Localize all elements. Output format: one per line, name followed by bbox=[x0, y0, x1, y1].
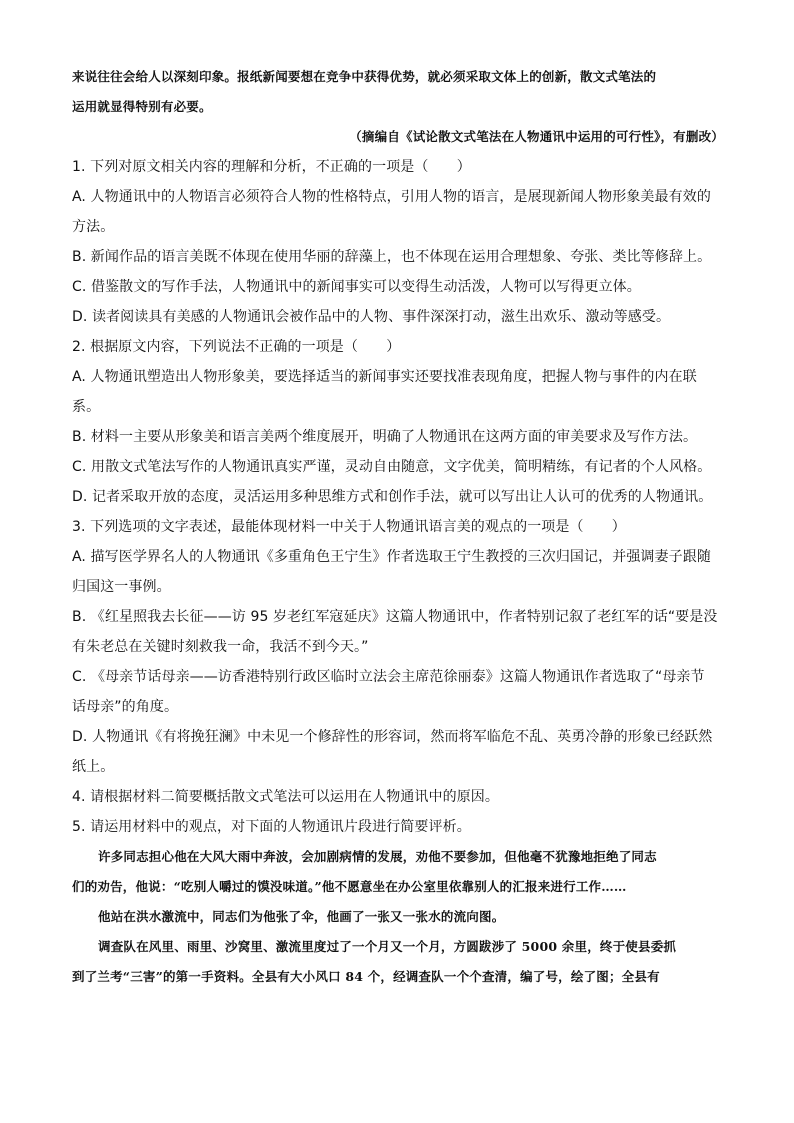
passage-p1-line-1: 许多同志担心他在大风大雨中奔波，会加剧病情的发展，劝他不要参加，但他毫不犹豫地拒绝了同志 bbox=[98, 849, 657, 864]
question-3-option-b-line-1: B. 《红星照我去长征——访 95 岁老红军寇延庆》这篇人物通讯中，作者特别记叙了老红军的话“要是没 bbox=[72, 609, 718, 625]
question-2-option-d: D. 记者采取开放的态度，灵活运用多种思维方式和创作手法，就可以写出让人认可的优秀的人物通讯。 bbox=[72, 489, 713, 505]
question-4-stem: 4. 请根据材料二简要概括散文式笔法可以运用在人物通讯中的原因。 bbox=[72, 789, 500, 805]
question-1-option-a-line-1: A. 人物通讯中的人物语言必须符合人物的性格特点，引用人物的语言，是展现新闻人物形象美最有效的 bbox=[72, 189, 711, 205]
question-2-option-c: C. 用散文式笔法写作的人物通讯真实严谨，灵动自由随意，文字优美，简明精练，有记者的个人风格。 bbox=[72, 459, 712, 475]
intro-section bbox=[72, 62, 730, 152]
question-1-option-d: D. 读者阅读具有美感的人物通讯会被作品中的人物、事件深深打动，滋生出欢乐、激动等感受。 bbox=[72, 309, 671, 325]
passage-excerpt bbox=[72, 842, 730, 992]
question-1-option-a-line-2: 方法。 bbox=[72, 219, 115, 235]
question-5-stem: 5. 请运用材料中的观点，对下面的人物通讯片段进行简要评析。 bbox=[72, 819, 471, 835]
question-1-option-b: B. 新闻作品的语言美既不体现在使用华丽的辞藻上，也不体现在运用合理想象、夸张、类比等修辞上。 bbox=[72, 249, 712, 265]
question-3-option-d-line-1: D. 人物通讯《有将挽狂澜》中未见一个修辞性的形容词，然而将军临危不乱、英勇冷静的形象已经跃然 bbox=[72, 729, 713, 745]
passage-p3-line-2: 到了兰考“三害”的第一手资料。全县有大小风口 84 个，经调查队一个个查清，编了号，绘了图；全县有 bbox=[72, 969, 660, 984]
question-3-option-b-line-2: 有朱老总在关键时刻救我一命，我活不到今天。” bbox=[72, 639, 369, 655]
intro-line-1: 来说往往会给人以深刻印象。报纸新闻要想在竞争中获得优势，就必须采取文体上的创新，散文式笔法的 bbox=[72, 69, 657, 84]
passage-p2: 他站在洪水激流中，同志们为他张了伞，他画了一张又一张水的流向图。 bbox=[98, 909, 505, 924]
question-1 bbox=[72, 152, 730, 332]
question-3-option-c-line-2: 话母亲”的角度。 bbox=[72, 699, 179, 715]
question-1-stem: 1. 下列对原文相关内容的理解和分析，不正确的一项是（ ） bbox=[72, 159, 471, 175]
question-2-stem: 2. 根据原文内容，下列说法不正确的一项是（ ） bbox=[72, 339, 401, 355]
question-3-option-d-line-2: 纸上。 bbox=[72, 759, 115, 775]
passage-p1-line-2: 们的劝告，他说：“吃别人嚼过的馍没味道。”他不愿意坐在办公室里依靠别人的汇报来进行工作…… bbox=[72, 879, 627, 894]
question-3-stem: 3. 下列选项的文字表述，最能体现材料一中关于人物通讯语言美的观点的一项是（ ） bbox=[72, 519, 626, 535]
source-citation: （摘编自《试论散文式笔法在人物通讯中运用的可行性》，有删改） bbox=[349, 129, 724, 144]
question-2-option-a-line-1: A. 人物通讯塑造出人物形象美，要选择适当的新闻事实还要找准表现角度，把握人物与事件的内在联 bbox=[72, 369, 697, 385]
question-2-option-a-line-2: 系。 bbox=[72, 399, 101, 415]
question-2 bbox=[72, 332, 730, 512]
question-3-option-c-line-1: C. 《母亲节话母亲——访香港特别行政区临时立法会主席范徐丽泰》这篇人物通讯作者选取了“母亲节 bbox=[72, 669, 705, 685]
intro-line-2: 运用就显得特别有必要。 bbox=[72, 99, 212, 114]
question-3-option-a-line-2: 归国这一事例。 bbox=[72, 579, 171, 595]
question-2-option-b: B. 材料一主要从形象美和语言美两个维度展开，明确了人物通讯在这两方面的审美要求及写作方法。 bbox=[72, 429, 698, 445]
question-3-option-a-line-1: A. 描写医学界名人的人物通讯《多重角色王宁生》作者选取王宁生教授的三次归国记，并强调妻子跟随 bbox=[72, 549, 711, 565]
question-5 bbox=[72, 812, 730, 842]
passage-p3-line-1: 调查队在风里、雨里、沙窝里、激流里度过了一个月又一个月，方圆跋涉了 5000 余里，终于使县委抓 bbox=[98, 939, 677, 954]
question-3 bbox=[72, 512, 730, 782]
question-1-option-c: C. 借鉴散文的写作手法，人物通讯中的新闻事实可以变得生动活泼，人物可以写得更立体。 bbox=[72, 279, 641, 295]
question-4 bbox=[72, 782, 730, 812]
